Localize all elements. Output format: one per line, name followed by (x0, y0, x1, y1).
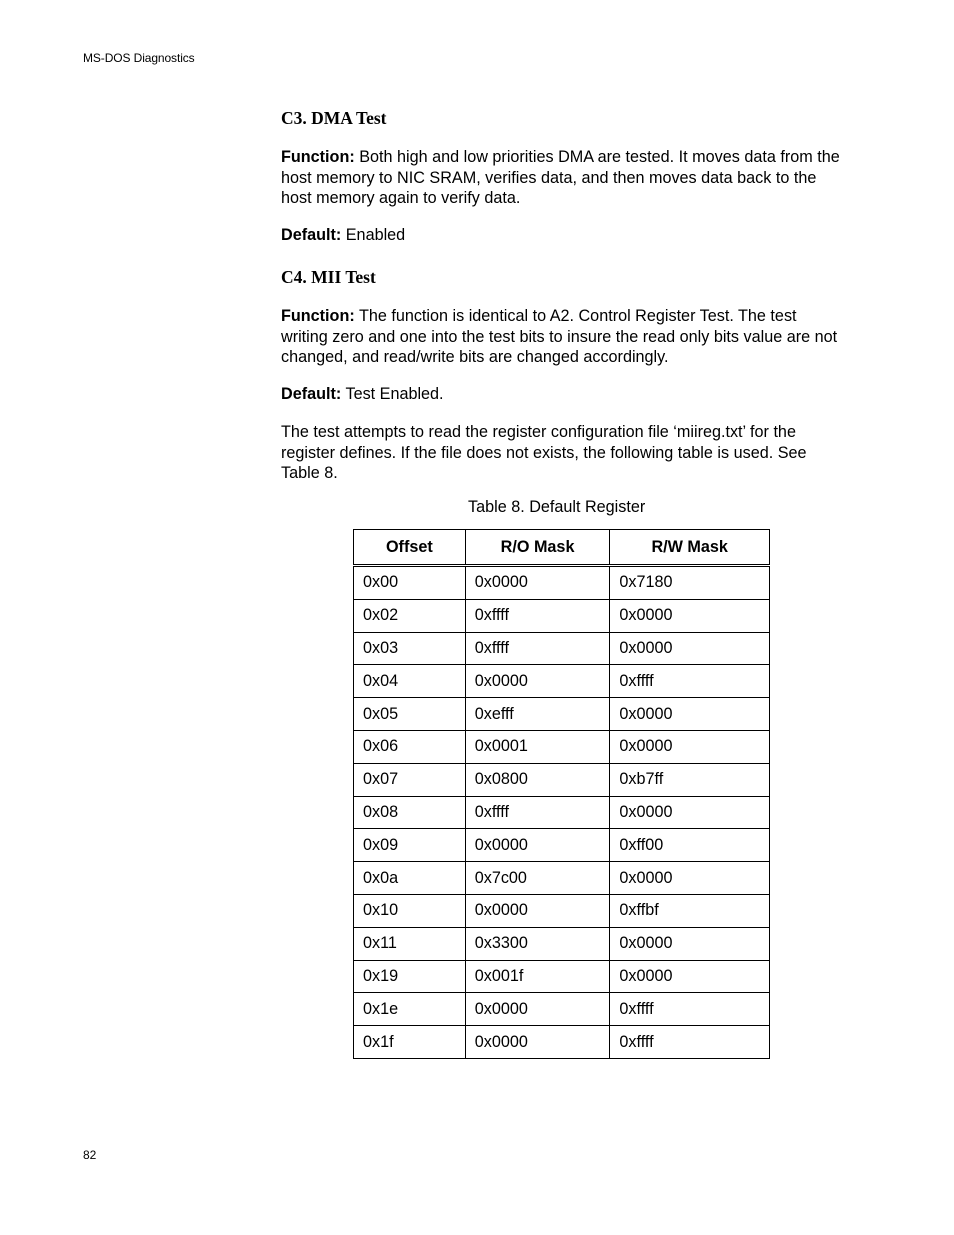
table-row (354, 763, 770, 796)
table-header-row (354, 530, 770, 566)
mii-function-text: The function is identical to A2. Control Register Test. The test writing zero and one into the test bits to insure the read only bits value are not changed, and read/write bits are changed accordingly. (281, 307, 838, 366)
table-row (354, 894, 770, 927)
cell-offset: 0x08 (354, 796, 466, 829)
cell-offset: 0x03 (354, 632, 466, 665)
cell-offset: 0x05 (354, 698, 466, 731)
cell-ro-mask: 0x0000 (465, 566, 610, 600)
cell-rw-mask: 0xff00 (610, 829, 770, 862)
dma-default-text: Enabled (341, 226, 406, 244)
mii-default-label: Default: (281, 385, 342, 403)
table-row (354, 829, 770, 862)
table-row (354, 993, 770, 1026)
cell-rw-mask: 0x0000 (610, 796, 770, 829)
page-number: 82 (83, 1148, 97, 1162)
cell-rw-mask: 0xffff (610, 993, 770, 1026)
cell-offset: 0x06 (354, 730, 466, 763)
table-row (354, 796, 770, 829)
cell-offset: 0x00 (354, 566, 466, 600)
table-row (354, 599, 770, 632)
dma-default-paragraph (281, 225, 846, 246)
cell-rw-mask: 0x0000 (610, 698, 770, 731)
cell-rw-mask: 0x0000 (610, 862, 770, 895)
dma-default-label: Default: (281, 226, 342, 244)
cell-ro-mask: 0xefff (465, 698, 610, 731)
cell-rw-mask: 0x0000 (610, 960, 770, 993)
table-caption: Table 8. Default Register (468, 498, 646, 516)
cell-ro-mask: 0x0000 (465, 894, 610, 927)
cell-rw-mask: 0x0000 (610, 599, 770, 632)
table-row (354, 927, 770, 960)
cell-rw-mask: 0xffff (610, 1026, 770, 1059)
default-register-table (353, 529, 770, 1059)
running-header: MS-DOS Diagnostics (83, 51, 195, 65)
table-row (354, 862, 770, 895)
table-row (354, 960, 770, 993)
cell-rw-mask: 0xffbf (610, 894, 770, 927)
cell-rw-mask: 0x0000 (610, 730, 770, 763)
mii-default-text: Test Enabled. (341, 385, 444, 403)
cell-offset: 0x02 (354, 599, 466, 632)
cell-rw-mask: 0xffff (610, 665, 770, 698)
section-title-dma-test: C3. DMA Test (281, 108, 387, 128)
mii-function-paragraph (281, 306, 846, 368)
dma-function-label: Function: (281, 148, 355, 166)
mii-note-paragraph: The test attempts to read the register configuration file ‘miireg.txt’ for the register defines. If the file does not exists, the following table is used. See Table 8. (281, 423, 807, 482)
cell-offset: 0x10 (354, 894, 466, 927)
cell-offset: 0x1e (354, 993, 466, 1026)
mii-function-label: Function: (281, 307, 355, 325)
cell-rw-mask: 0x7180 (610, 566, 770, 600)
cell-ro-mask: 0x0000 (465, 993, 610, 1026)
dma-function-paragraph (281, 147, 846, 209)
column-header-rw-mask: R/W Mask (610, 530, 770, 566)
cell-offset: 0x1f (354, 1026, 466, 1059)
section-title-mii-test: C4. MII Test (281, 267, 376, 287)
cell-offset: 0x0a (354, 862, 466, 895)
column-header-offset: Offset (354, 530, 466, 566)
cell-ro-mask: 0x0000 (465, 829, 610, 862)
cell-ro-mask: 0x001f (465, 960, 610, 993)
table-row (354, 566, 770, 600)
cell-ro-mask: 0x7c00 (465, 862, 610, 895)
cell-offset: 0x19 (354, 960, 466, 993)
cell-ro-mask: 0xffff (465, 796, 610, 829)
cell-ro-mask: 0x0000 (465, 1026, 610, 1059)
cell-offset: 0x04 (354, 665, 466, 698)
mii-default-paragraph (281, 384, 846, 405)
cell-ro-mask: 0x3300 (465, 927, 610, 960)
cell-offset: 0x11 (354, 927, 466, 960)
column-header-ro-mask: R/O Mask (465, 530, 610, 566)
table-row (354, 698, 770, 731)
cell-ro-mask: 0x0001 (465, 730, 610, 763)
cell-ro-mask: 0x0000 (465, 665, 610, 698)
cell-offset: 0x09 (354, 829, 466, 862)
table-row (354, 730, 770, 763)
cell-ro-mask: 0xffff (465, 632, 610, 665)
cell-ro-mask: 0x0800 (465, 763, 610, 796)
table-row (354, 665, 770, 698)
cell-rw-mask: 0xb7ff (610, 763, 770, 796)
dma-function-text: Both high and low priorities DMA are tested. It moves data from the host memory to NIC SRAM, verifies data, and then moves data back to the host memory again to verify data. (281, 148, 840, 207)
table-row (354, 632, 770, 665)
cell-ro-mask: 0xffff (465, 599, 610, 632)
cell-offset: 0x07 (354, 763, 466, 796)
cell-rw-mask: 0x0000 (610, 927, 770, 960)
table-row (354, 1026, 770, 1059)
cell-rw-mask: 0x0000 (610, 632, 770, 665)
